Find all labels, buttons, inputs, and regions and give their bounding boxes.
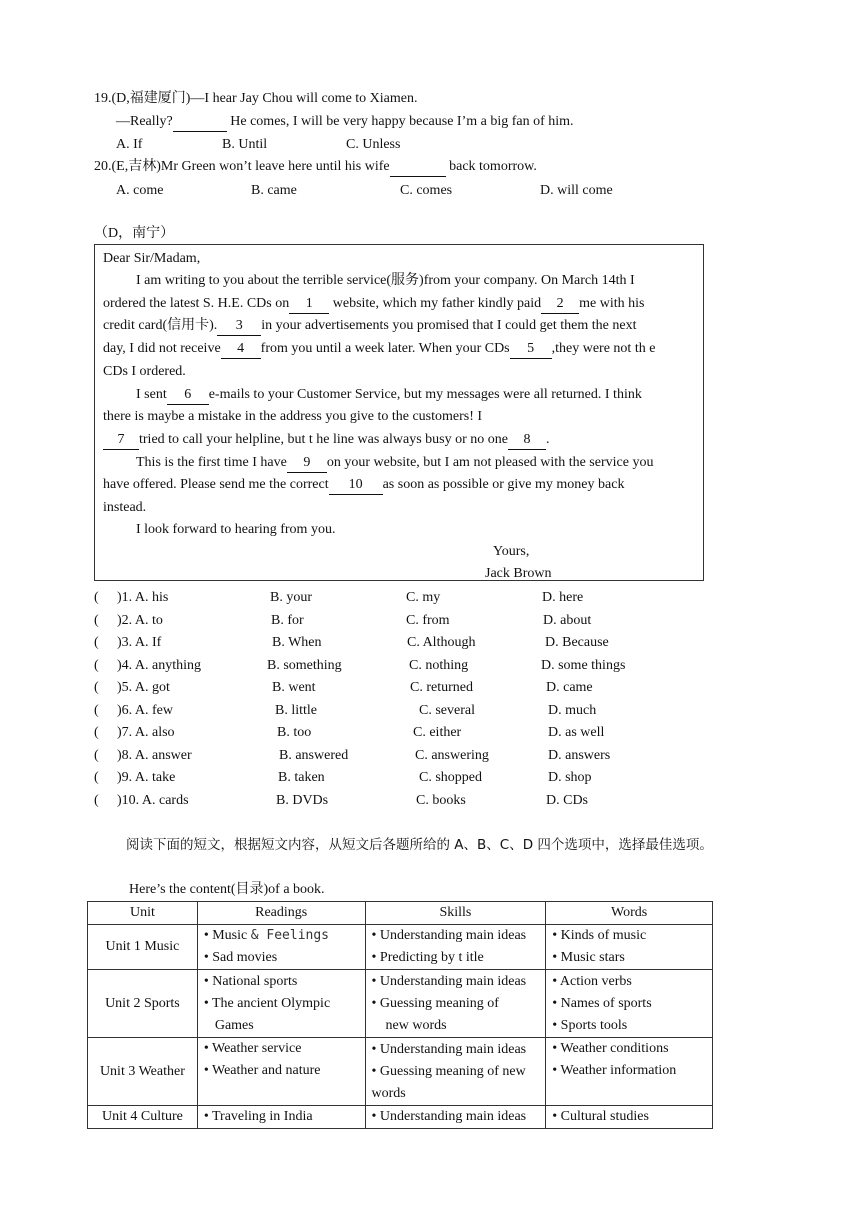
letter-p2-line1	[136, 385, 642, 405]
choice-option-d[interactable]: D. came	[546, 680, 593, 695]
skills-cell	[365, 970, 546, 1038]
skill-item: • Understanding main ideas	[371, 1109, 527, 1124]
reading-item: • National sports	[203, 973, 298, 989]
choice-option-c[interactable]: C. nothing	[409, 658, 469, 673]
letter-text: ordered the latest S. H.E. CDs on	[103, 296, 290, 311]
reading-intro: Here’s the content(目录)of a book.	[129, 882, 325, 897]
cloze-blank-7[interactable]: 7	[103, 431, 139, 450]
table-row	[88, 1106, 713, 1129]
letter-p4: I look forward to hearing from you.	[136, 522, 336, 537]
readings-cell	[197, 970, 365, 1038]
choice-option-c[interactable]: C. shopped	[419, 770, 482, 785]
letter-text: This is the first time I have	[136, 455, 287, 470]
skill-item: • Understanding main ideas	[371, 973, 527, 989]
unit-cell: Unit 1 Music	[88, 925, 198, 970]
contents-table	[87, 901, 713, 1129]
letter-text: from you until a week later. When your CDs	[260, 341, 510, 356]
choice-option-b[interactable]: B. your	[270, 590, 312, 605]
letter-text: day, I did not receive	[103, 341, 221, 356]
answer-paren[interactable]: (	[94, 793, 99, 808]
letter-text: tried to call your helpline, but t he line was always busy or no one	[139, 432, 508, 447]
skill-item: • Understanding main ideas	[371, 928, 527, 943]
choice-option-d[interactable]: D. Because	[545, 635, 609, 650]
question-19-line2-end: He comes, I will be very happy because I’m a big fan of him.	[226, 114, 574, 129]
letter-text: website, which my father kindly paid	[329, 296, 542, 311]
letter-p1-line4	[103, 339, 655, 359]
letter-signature: Jack Brown	[485, 566, 552, 581]
skill-item: • Guessing meaning of	[371, 995, 499, 1011]
letter-p3-line2	[103, 475, 624, 495]
cloze-blank-9[interactable]: 9	[287, 454, 327, 473]
question-20-option-d: D. will come	[540, 183, 613, 198]
readings-cell	[197, 1106, 365, 1129]
choice-option-d[interactable]: D. CDs	[546, 793, 589, 808]
letter-text: on your website, but I am not pleased with the service you	[326, 455, 654, 470]
word-item: • Action verbs	[552, 973, 632, 989]
answer-paren[interactable]: (	[94, 613, 99, 628]
cloze-blank-1[interactable]: 1	[289, 295, 329, 314]
column-header-words: Words	[546, 902, 713, 925]
word-item: • Names of sports	[552, 995, 652, 1011]
skill-item: words	[371, 1085, 406, 1101]
column-header-unit: Unit	[88, 902, 198, 925]
skill-item: • Understanding main ideas	[371, 1041, 527, 1057]
choice-row	[94, 587, 794, 609]
choice-option-a[interactable]: )2. A. to	[117, 613, 163, 628]
answer-blank[interactable]	[390, 158, 446, 177]
choice-row	[94, 767, 794, 789]
letter-greeting: Dear Sir/Madam,	[103, 251, 201, 266]
choice-row	[94, 790, 794, 812]
cloze-blank-5[interactable]: 5	[510, 340, 552, 359]
unit-cell: Unit 3 Weather	[88, 1038, 198, 1106]
reading-item: • Weather and nature	[203, 1063, 321, 1078]
answer-blank[interactable]	[173, 113, 227, 132]
column-header-readings: Readings	[197, 902, 365, 925]
choice-row	[94, 700, 794, 722]
choice-option-b[interactable]: B. too	[277, 725, 312, 740]
reading-item-text: • Music	[203, 928, 251, 943]
words-cell	[546, 970, 713, 1038]
answer-paren[interactable]: (	[94, 770, 99, 785]
letter-text: in your advertisements you promised that I could get them the next	[261, 318, 637, 333]
question-19-option-a: A. If	[116, 137, 143, 152]
letter-p1-line1: I am writing to you about the terrible service(服务)from your company. On March 14th I	[136, 273, 635, 288]
letter-p2-line2: there is maybe a mistake in the address you give to the customers! I	[103, 409, 483, 424]
letter-p3-line3: instead.	[103, 500, 147, 515]
choice-option-c[interactable]: C. answering	[415, 748, 489, 763]
skill-item: • Predicting by t itle	[371, 950, 484, 965]
choice-option-a[interactable]: )5. A. got	[117, 680, 170, 695]
reading-item: • Sad movies	[203, 950, 278, 965]
table-header-row	[88, 902, 713, 925]
letter-text: ,they were not th e	[551, 341, 656, 356]
letter-p1-line5: CDs I ordered.	[103, 364, 186, 379]
table-row	[88, 970, 713, 1038]
choice-option-b[interactable]: B. went	[272, 680, 316, 695]
choice-option-a[interactable]: )10. A. cards	[117, 793, 189, 808]
question-20-stem-start: 20.(E,吉林)Mr Green won’t leave here until his wife	[94, 159, 390, 174]
letter-p3-line1	[136, 453, 653, 473]
cloze-blank-4[interactable]: 4	[221, 340, 261, 359]
cloze-blank-6[interactable]: 6	[167, 386, 209, 405]
skills-cell	[365, 1106, 546, 1129]
choice-row	[94, 632, 794, 654]
skill-item: new words	[385, 1017, 447, 1033]
letter-text: me with his	[579, 296, 645, 311]
choice-option-d[interactable]: D. much	[548, 703, 597, 718]
reading-instruction: 阅读下面的短文，根据短文内容，从短文后各题所给的 A、B、C、D 四个选项中，选择最佳选项。	[126, 837, 713, 853]
word-item: • Weather conditions	[552, 1041, 669, 1056]
skill-item: • Guessing meaning of new	[371, 1063, 526, 1079]
choice-option-d[interactable]: D. answers	[548, 748, 611, 763]
choice-option-c[interactable]: C. my	[406, 590, 441, 605]
choice-option-b[interactable]: B. little	[275, 703, 317, 718]
readings-cell	[197, 925, 365, 970]
letter-box	[94, 244, 704, 581]
choice-option-c[interactable]: C. books	[416, 793, 466, 808]
letter-text: .	[545, 432, 550, 447]
letter-text: e-mails to your Customer Service, but my messages were all returned. I think	[208, 387, 642, 402]
choice-row	[94, 745, 794, 767]
letter-text: as soon as possible or give my money back	[382, 477, 625, 492]
table-row	[88, 925, 713, 970]
reading-item	[204, 925, 359, 947]
choice-row	[94, 722, 794, 744]
choice-option-c[interactable]: C. several	[419, 703, 475, 718]
choice-option-d[interactable]: D. as well	[548, 725, 605, 740]
choice-row	[94, 610, 794, 632]
letter-text: credit card(信用卡).	[103, 318, 218, 333]
letter-text: I sent	[136, 387, 167, 402]
question-20-option-c: C. comes	[400, 183, 453, 198]
answer-paren[interactable]: (	[94, 680, 99, 695]
letter-p1-line2	[103, 294, 645, 314]
question-19-stem: 19.(D,福建厦门)—I hear Jay Chou will come to Xiamen.	[94, 91, 418, 106]
choice-option-d[interactable]: D. here	[542, 590, 584, 605]
choice-option-a[interactable]: )4. A. anything	[117, 658, 201, 673]
letter-p1-line3	[103, 316, 637, 336]
choice-option-b[interactable]: B. DVDs	[276, 793, 329, 808]
answer-paren[interactable]: (	[94, 635, 99, 650]
choice-option-d[interactable]: D. some things	[541, 658, 626, 673]
choice-option-c[interactable]: C. returned	[410, 680, 473, 695]
word-item: • Kinds of music	[552, 928, 647, 943]
choice-option-c[interactable]: C. either	[413, 725, 462, 740]
words-cell	[546, 1106, 713, 1129]
answer-paren[interactable]: (	[94, 590, 99, 605]
question-20-option-b: B. came	[251, 183, 297, 198]
choice-option-b[interactable]: B. taken	[278, 770, 325, 785]
question-20-option-a: A. come	[116, 183, 164, 198]
choice-option-a[interactable]: )8. A. answer	[117, 748, 192, 763]
cloze-blank-3[interactable]: 3	[217, 317, 261, 336]
cloze-blank-8[interactable]: 8	[508, 431, 546, 450]
reading-item: Games	[214, 1017, 254, 1033]
reading-item: • The ancient Olympic	[203, 995, 331, 1011]
word-item: • Sports tools	[552, 1017, 628, 1033]
reading-item-text: & Feelings	[250, 928, 330, 943]
question-20-stem-end: back tomorrow.	[445, 159, 537, 174]
skills-cell	[365, 1038, 546, 1106]
letter-p2-line3	[103, 430, 549, 450]
word-item: • Weather information	[552, 1063, 677, 1078]
skills-cell	[365, 925, 546, 970]
word-item: • Music stars	[552, 950, 625, 965]
choice-option-c[interactable]: C. from	[406, 613, 450, 628]
choice-option-a[interactable]: )9. A. take	[117, 770, 176, 785]
question-20-stem	[94, 157, 537, 177]
letter-text: have offered. Please send me the correct	[103, 477, 329, 492]
unit-cell: Unit 4 Culture	[88, 1106, 198, 1129]
choice-option-a[interactable]: )7. A. also	[117, 725, 175, 740]
choice-row	[94, 677, 794, 699]
choice-row	[94, 655, 794, 677]
word-item: • Cultural studies	[552, 1109, 649, 1124]
readings-cell	[197, 1038, 365, 1106]
answer-paren[interactable]: (	[94, 725, 99, 740]
table-row	[88, 1038, 713, 1106]
question-19-option-b: B. Until	[222, 137, 268, 152]
choice-option-d[interactable]: D. about	[543, 613, 592, 628]
answer-paren[interactable]: (	[94, 748, 99, 763]
unit-cell: Unit 2 Sports	[88, 970, 198, 1038]
choice-option-a[interactable]: )3. A. If	[117, 635, 162, 650]
choice-option-a[interactable]: )1. A. his	[117, 590, 169, 605]
words-cell	[546, 925, 713, 970]
answer-paren[interactable]: (	[94, 658, 99, 673]
reading-item: • Weather service	[203, 1041, 302, 1056]
question-19-line2-start: —Really?	[116, 114, 173, 129]
choice-option-b[interactable]: B. something	[267, 658, 342, 673]
choice-option-a[interactable]: )6. A. few	[117, 703, 173, 718]
choice-option-b[interactable]: B. for	[271, 613, 304, 628]
choice-option-d[interactable]: D. shop	[548, 770, 592, 785]
column-header-skills: Skills	[365, 902, 546, 925]
choice-option-c[interactable]: C. Although	[407, 635, 476, 650]
question-19-line2	[116, 112, 574, 132]
cloze-source: （D，南宁）	[94, 226, 175, 241]
choice-option-b[interactable]: B. When	[272, 635, 322, 650]
choice-option-b[interactable]: B. answered	[279, 748, 349, 763]
answer-paren[interactable]: (	[94, 703, 99, 718]
cloze-blank-10[interactable]: 10	[329, 476, 383, 495]
words-cell	[546, 1038, 713, 1106]
reading-item: • Traveling in India	[203, 1109, 313, 1124]
cloze-blank-2[interactable]: 2	[541, 295, 579, 314]
letter-closing: Yours,	[493, 544, 530, 559]
question-19-option-c: C. Unless	[346, 137, 401, 152]
